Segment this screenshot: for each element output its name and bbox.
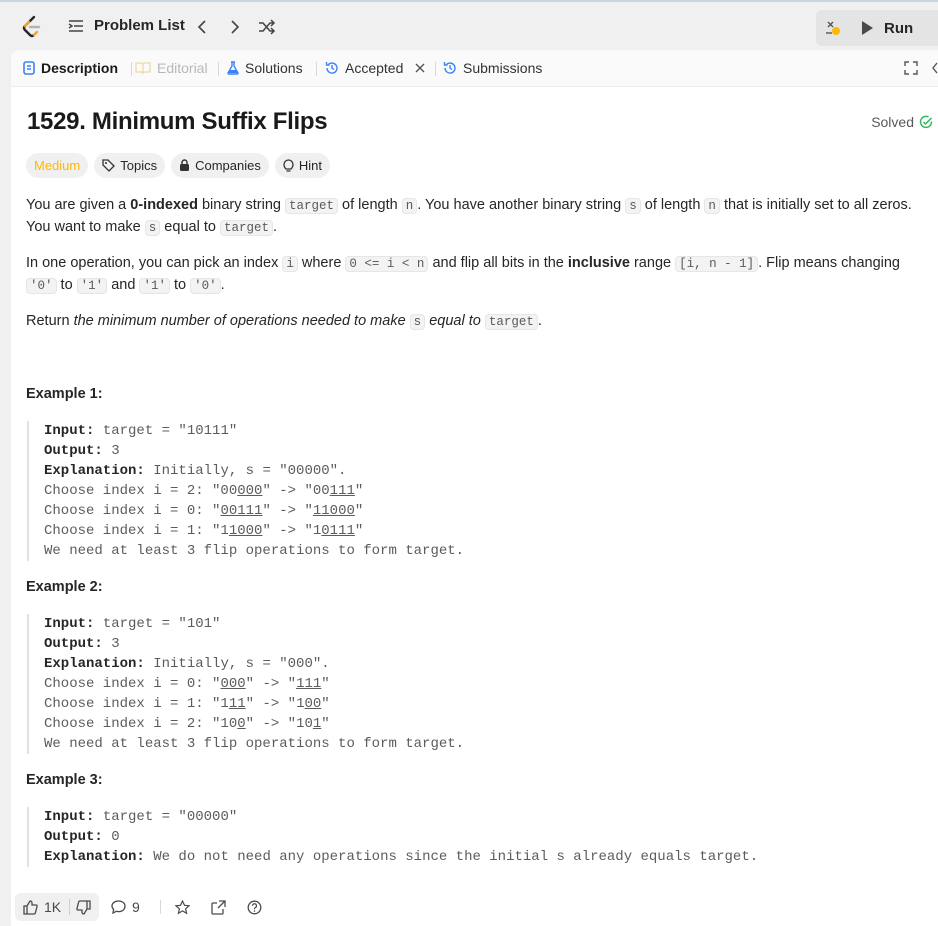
- list-icon: [68, 19, 84, 33]
- like-button[interactable]: [23, 899, 61, 915]
- thumbs-down-icon: [76, 900, 91, 915]
- example-heading: Example 3:: [26, 772, 103, 788]
- example-heading: Example 1:: [26, 386, 103, 402]
- tab-label: Solutions: [245, 60, 303, 76]
- run-button[interactable]: [860, 10, 913, 46]
- tab-accepted[interactable]: [325, 50, 427, 86]
- leetcode-logo-icon[interactable]: [21, 15, 43, 39]
- difficulty-badge: Medium: [26, 153, 88, 178]
- lightbulb-icon: [283, 159, 294, 173]
- shuffle-button[interactable]: [257, 16, 277, 38]
- solved-label: Solved: [871, 114, 914, 130]
- chip-label: Companies: [195, 158, 261, 173]
- description-paragraph: Return the minimum number of operations needed to make s equal to target .: [26, 313, 542, 329]
- problem-list-button[interactable]: [68, 17, 185, 34]
- flask-icon: [227, 61, 239, 75]
- tab-label: Description: [41, 60, 119, 76]
- history-icon: [443, 61, 457, 75]
- top-bar: [0, 0, 938, 50]
- star-icon[interactable]: [175, 900, 190, 915]
- comment-count: 9: [132, 899, 140, 915]
- chevron-left-icon: [197, 19, 207, 35]
- tab-bar: [11, 50, 938, 87]
- fullscreen-icon[interactable]: [904, 61, 918, 75]
- tab-submissions[interactable]: [443, 50, 542, 86]
- tab-divider: [316, 62, 317, 76]
- hint-chip[interactable]: [275, 153, 330, 178]
- description-paragraph: In one operation, you can pick an index i where 0 <= i < n and flip all bits in the inclusive range [i, n - 1] . Flip means changing '0' to '1' and '1' to '0' .: [26, 255, 900, 293]
- tab-label: Submissions: [463, 60, 543, 76]
- play-icon: [860, 20, 874, 36]
- prev-problem-button[interactable]: [192, 16, 212, 38]
- tag-chips: [26, 153, 330, 178]
- document-icon: [23, 61, 35, 75]
- example-heading: Example 2:: [26, 579, 103, 595]
- description-panel: [11, 50, 938, 926]
- collapse-icon[interactable]: [932, 62, 938, 74]
- chip-label: Topics: [120, 158, 158, 173]
- chevron-right-icon: [230, 19, 240, 35]
- tag-icon: [102, 159, 115, 172]
- next-problem-button[interactable]: [225, 16, 245, 38]
- help-icon[interactable]: [247, 900, 262, 915]
- close-tab-icon[interactable]: [413, 61, 427, 75]
- footer-divider: [160, 900, 161, 914]
- dislike-button[interactable]: [76, 900, 91, 915]
- description-paragraph: You are given a 0-indexed binary string target of length n . You have another binary string s of length n that is initially set to all zeros. You want to make s equal to target .: [26, 197, 912, 235]
- tab-editorial[interactable]: [135, 50, 208, 86]
- bottom-action-bar: [11, 886, 938, 926]
- tab-description[interactable]: [23, 50, 118, 86]
- tab-label: Accepted: [345, 60, 404, 76]
- problem-list-label: Problem List: [94, 17, 185, 34]
- problem-title: 1529. Minimum Suffix Flips: [27, 108, 328, 135]
- shuffle-icon: [258, 19, 276, 35]
- like-dislike-group: [15, 893, 99, 921]
- example-block: Input: target = "101" Output: 3 Explanation: Initially, s = "000". Choose index i = 0: "000" -> "111" Choose index i = 1: "111" -> "100" Choose index i = 2: "100" -> "101" We need at least 3 flip operations to form target.: [27, 614, 464, 754]
- run-area: [816, 10, 938, 46]
- tab-divider: [218, 62, 219, 76]
- share-icon[interactable]: [211, 900, 226, 915]
- topics-chip[interactable]: [94, 153, 165, 178]
- solved-status: [871, 114, 933, 130]
- debug-icon[interactable]: [824, 19, 842, 37]
- comments-button[interactable]: [111, 899, 140, 915]
- comment-icon: [111, 900, 126, 914]
- thumbs-up-icon: [23, 900, 38, 915]
- book-icon: [135, 61, 151, 75]
- example-block: Input: target = "00000" Output: 0 Explanation: We do not need any operations since the initial s already equals target.: [27, 807, 758, 867]
- companies-chip[interactable]: [171, 153, 269, 178]
- run-label: Run: [884, 19, 914, 37]
- check-circle-icon: [919, 115, 933, 129]
- chip-label: Hint: [298, 158, 322, 173]
- tab-divider: [435, 62, 436, 76]
- like-count: 1K: [44, 899, 62, 915]
- lock-icon: [179, 159, 190, 172]
- tab-label: Editorial: [157, 60, 208, 76]
- like-divider: [69, 899, 70, 915]
- tab-solutions[interactable]: [227, 50, 303, 86]
- example-block: Input: target = "10111" Output: 3 Explanation: Initially, s = "00000". Choose index i = 2: "00000" -> "00111" Choose index i = 0: "00111" -> "11000" Choose index i = 1: "11000" -> "10111" We need at least 3 flip operations to form target.: [27, 421, 464, 561]
- history-icon: [325, 61, 339, 75]
- tab-divider: [131, 62, 132, 76]
